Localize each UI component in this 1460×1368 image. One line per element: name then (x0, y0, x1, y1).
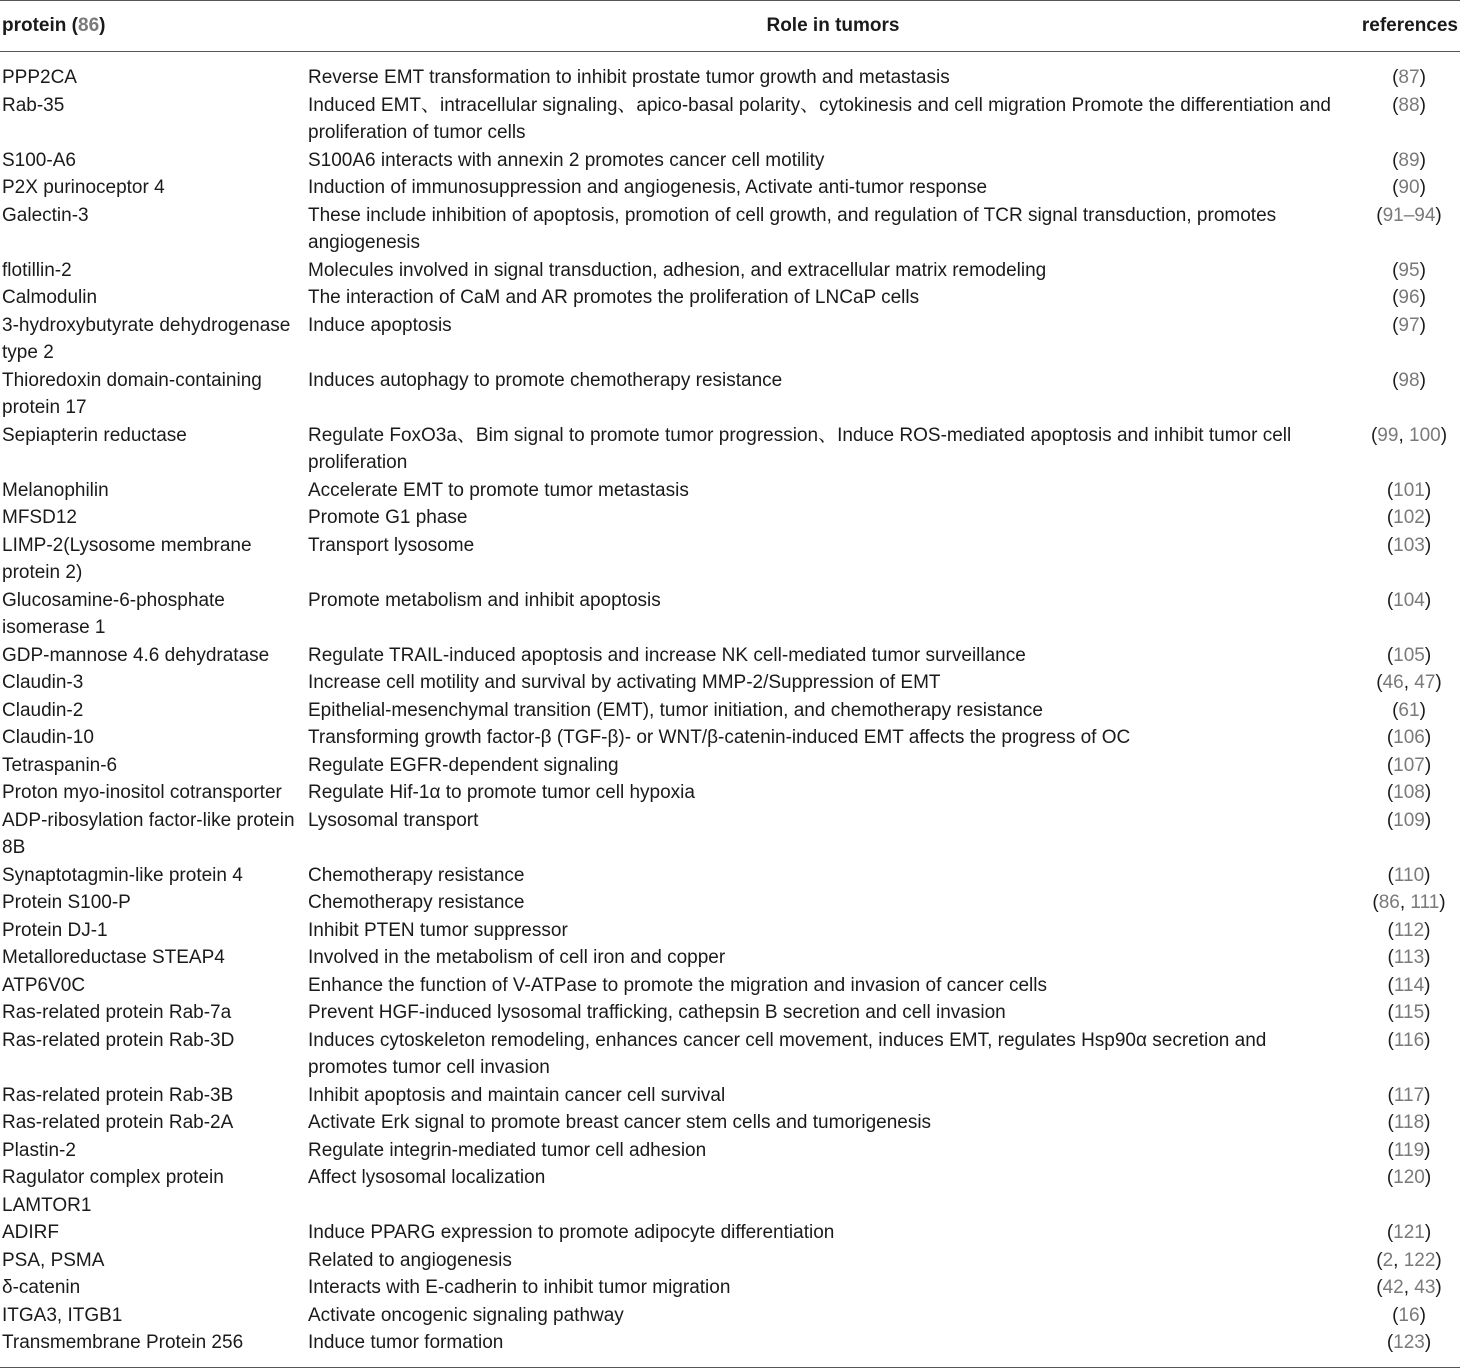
table-row (0, 202, 1460, 257)
role-cell: These include inhibition of apoptosis, promotion of cell growth, and regulation of TCR signal transduction, promotes angiogenesis (308, 204, 1277, 253)
table-row (0, 807, 1460, 862)
protein-cell: 3-hydroxybutyrate dehydrogenase type 2 (2, 314, 291, 363)
table-row (0, 944, 1460, 972)
reference-cell (1358, 1302, 1460, 1330)
table-row (0, 174, 1460, 202)
role-cell: Inhibit apoptosis and maintain cancer cell survival (308, 1084, 726, 1106)
table-row (0, 587, 1460, 642)
table-row (0, 477, 1460, 505)
table-row (0, 999, 1460, 1027)
role-cell: Induce tumor formation (308, 1329, 1358, 1367)
header-protein-close: ) (99, 15, 106, 36)
role-cell: Promote G1 phase (308, 507, 468, 528)
reference-link[interactable]: (108) (1386, 782, 1432, 803)
role-cell: Induced EMT、intracellular signaling、apico-basal polarity、cytokinesis and cell migration Promote the differentiation and proliferation of tumor cells (308, 94, 1332, 143)
protein-cell: Ras-related protein Rab-3B (2, 1084, 234, 1106)
reference-cell (1358, 147, 1460, 175)
reference-link[interactable]: (88) (1392, 94, 1426, 116)
reference-cell (1358, 174, 1460, 202)
protein-cell: Glucosamine-6-phosphate isomerase 1 (2, 589, 225, 638)
table-row (0, 889, 1460, 917)
reference-link[interactable]: (120) (1386, 1167, 1432, 1188)
protein-cell: Galectin-3 (2, 204, 89, 226)
reference-link[interactable]: (95) (1392, 259, 1426, 281)
table-row (0, 779, 1460, 807)
reference-link[interactable]: (103) (1386, 534, 1432, 556)
protein-cell: Ragulator complex protein LAMTOR1 (2, 1167, 224, 1216)
reference-cell (1358, 642, 1460, 670)
protein-cell: Metalloreductase STEAP4 (2, 947, 225, 968)
header-role: Role in tumors (308, 1, 1358, 52)
reference-cell (1358, 202, 1460, 257)
protein-cell: ADIRF (2, 1222, 59, 1243)
role-cell: S100A6 interacts with annexin 2 promotes cancer cell motility (308, 149, 825, 171)
protein-cell: ITGA3, ITGB1 (2, 1304, 123, 1326)
role-cell: Transport lysosome (308, 534, 475, 556)
protein-cell: Rab-35 (2, 94, 65, 116)
reference-link[interactable]: (107) (1386, 754, 1432, 776)
protein-cell: Plastin-2 (2, 1139, 76, 1161)
reference-cell (1358, 697, 1460, 725)
reference-cell (1358, 1247, 1460, 1275)
protein-cell: Claudin-3 (2, 672, 84, 693)
table-row (0, 642, 1460, 670)
table-row (0, 1164, 1460, 1219)
header-protein-label: protein ( (2, 15, 78, 36)
role-cell: Increase cell motility and survival by activating MMP-2/Suppression of EMT (308, 672, 941, 693)
role-cell: Lysosomal transport (308, 809, 479, 831)
header-row (0, 1, 1460, 52)
protein-cell: LIMP-2(Lysosome membrane protein 2) (2, 534, 252, 583)
role-cell: Related to angiogenesis (308, 1249, 512, 1271)
reference-cell (1358, 312, 1460, 367)
header-protein-ref-link[interactable]: 86 (78, 15, 100, 36)
role-cell: Regulate Hif-1α to promote tumor cell hypoxia (308, 782, 695, 803)
table-row (0, 697, 1460, 725)
protein-cell: Sepiapterin reductase (2, 424, 187, 446)
reference-link[interactable]: (115) (1387, 1002, 1431, 1023)
table-row (0, 1247, 1460, 1275)
role-cell: Regulate TRAIL-induced apoptosis and increase NK cell-mediated tumor surveillance (308, 644, 1026, 666)
protein-cell: Tetraspanin-6 (2, 754, 118, 776)
protein-cell: Claudin-10 (2, 727, 94, 748)
reference-link[interactable]: (86, 111) (1372, 892, 1446, 913)
protein-cell: Transmembrane Protein 256 (0, 1329, 308, 1367)
reference-cell (1358, 1274, 1460, 1302)
reference-link[interactable]: (106) (1386, 727, 1432, 748)
table-row (0, 669, 1460, 697)
protein-cell: PPP2CA (2, 67, 77, 88)
protein-cell: Thioredoxin domain-containing protein 17 (2, 369, 262, 418)
table-row (0, 724, 1460, 752)
table-row (0, 52, 1460, 92)
reference-cell (1358, 477, 1460, 505)
protein-cell: P2X purinoceptor 4 (2, 177, 165, 198)
reference-link[interactable]: (97) (1392, 314, 1426, 336)
role-cell: Regulate EGFR-dependent signaling (308, 754, 619, 776)
table-row (0, 1027, 1460, 1082)
table-header (0, 1, 1460, 52)
reference-cell (1358, 257, 1460, 285)
table-row (0, 284, 1460, 312)
reference-cell (1358, 889, 1460, 917)
reference-link[interactable]: (61) (1392, 699, 1426, 721)
reference-link[interactable]: (42, 43) (1376, 1277, 1442, 1298)
protein-cell: Ras-related protein Rab-2A (2, 1112, 234, 1133)
role-cell: Inhibit PTEN tumor suppressor (308, 919, 568, 941)
protein-cell: Protein S100-P (2, 892, 131, 913)
reference-link[interactable]: (118) (1387, 1112, 1431, 1133)
reference-cell (1358, 587, 1460, 642)
role-cell: Induces cytoskeleton remodeling, enhances cancer cell movement, induces EMT, regulates Hsp90α secretion and promotes tumor cell invasion (308, 1029, 1267, 1078)
protein-cell: Calmodulin (2, 287, 98, 308)
role-cell: Transforming growth factor-β (TGF-β)- or WNT/β-catenin-induced EMT affects the progress of OC (308, 727, 1131, 748)
role-cell: Induce apoptosis (308, 314, 452, 336)
table-row (0, 1302, 1460, 1330)
protein-cell: δ-catenin (2, 1277, 81, 1298)
table-row (0, 1274, 1460, 1302)
reference-cell (1358, 807, 1460, 862)
table-row (0, 367, 1460, 422)
reference-cell (1358, 1082, 1460, 1110)
role-cell: Promote metabolism and inhibit apoptosis (308, 589, 661, 611)
table-row (0, 917, 1460, 945)
table-row (0, 1137, 1460, 1165)
protein-cell: GDP-mannose 4.6 dehydratase (2, 644, 270, 666)
reference-cell (1358, 1164, 1460, 1219)
reference-link[interactable]: (101) (1386, 479, 1432, 501)
reference-cell (1358, 999, 1460, 1027)
reference-link[interactable]: (16) (1392, 1304, 1426, 1326)
reference-link[interactable]: (109) (1386, 809, 1432, 831)
header-references: references (1358, 1, 1460, 52)
table-row (0, 532, 1460, 587)
role-cell: Epithelial-mesenchymal transition (EMT), tumor initiation, and chemotherapy resistance (308, 699, 1043, 721)
role-cell: Regulate FoxO3a、Bim signal to promote tumor progression、Induce ROS-mediated apoptosis and inhibit tumor cell proliferation (308, 424, 1292, 473)
table-row (0, 312, 1460, 367)
protein-cell: Synaptotagmin-like protein 4 (2, 864, 243, 886)
role-cell: Involved in the metabolism of cell iron and copper (308, 947, 726, 968)
role-cell: Regulate integrin-mediated tumor cell adhesion (308, 1139, 707, 1161)
protein-cell: ADP-ribosylation factor-like protein 8B (2, 809, 295, 858)
reference-cell (1358, 284, 1460, 312)
protein-cell: Ras-related protein Rab-7a (2, 1002, 232, 1023)
reference-link[interactable]: (123) (1386, 1332, 1432, 1353)
reference-cell (1358, 917, 1460, 945)
reference-cell (1358, 1329, 1460, 1367)
role-cell: Molecules involved in signal transduction, adhesion, and extracellular matrix remodeling (308, 259, 1047, 281)
table-row (0, 752, 1460, 780)
reference-link[interactable]: (114) (1387, 974, 1431, 996)
role-cell: Induce PPARG expression to promote adipocyte differentiation (308, 1222, 835, 1243)
table-row (0, 147, 1460, 175)
reference-link[interactable]: (110) (1387, 864, 1431, 886)
role-cell: Induction of immunosuppression and angiogenesis, Activate anti-tumor response (308, 177, 988, 198)
protein-cell: Proton myo-inositol cotransporter (2, 782, 282, 803)
table-row (0, 92, 1460, 147)
table-row (0, 1082, 1460, 1110)
reference-cell (1358, 367, 1460, 422)
role-cell: Affect lysosomal localization (308, 1167, 546, 1188)
reference-cell (1358, 752, 1460, 780)
protein-cell: Protein DJ-1 (2, 919, 108, 941)
protein-cell: PSA, PSMA (2, 1249, 105, 1271)
role-cell: Enhance the function of V-ATPase to promote the migration and invasion of cancer cells (308, 974, 1047, 996)
table-row (0, 504, 1460, 532)
reference-link[interactable]: (112) (1387, 919, 1431, 941)
reference-link[interactable]: (89) (1392, 149, 1426, 171)
protein-cell: Claudin-2 (2, 699, 84, 721)
table-row (0, 257, 1460, 285)
reference-cell (1358, 779, 1460, 807)
table-row (0, 972, 1460, 1000)
reference-link[interactable]: (117) (1387, 1084, 1431, 1106)
reference-cell (1358, 972, 1460, 1000)
reference-cell (1358, 669, 1460, 697)
table-row (0, 1219, 1460, 1247)
role-cell: Interacts with E-cadherin to inhibit tumor migration (308, 1277, 731, 1298)
reference-link[interactable]: (46, 47) (1376, 672, 1442, 693)
protein-cell: flotillin-2 (2, 259, 72, 281)
reference-link[interactable]: (113) (1387, 947, 1431, 968)
protein-cell: Melanophilin (2, 479, 109, 501)
reference-cell (1358, 52, 1460, 92)
reference-cell (1358, 504, 1460, 532)
reference-cell (1358, 862, 1460, 890)
reference-link[interactable]: (104) (1386, 589, 1432, 611)
reference-link[interactable]: (102) (1386, 507, 1432, 528)
reference-link[interactable]: (121) (1386, 1222, 1432, 1243)
reference-link[interactable]: (116) (1387, 1029, 1431, 1051)
table-row (0, 1329, 1460, 1367)
reference-link[interactable]: (91–94) (1376, 204, 1442, 226)
reference-cell (1358, 1109, 1460, 1137)
protein-cell: MFSD12 (2, 507, 77, 528)
reference-link[interactable]: (87) (1392, 67, 1426, 88)
reference-link[interactable]: (90) (1392, 177, 1426, 198)
role-cell: Accelerate EMT to promote tumor metastasis (308, 479, 689, 501)
protein-cell: S100-A6 (2, 149, 76, 171)
protein-cell: Ras-related protein Rab-3D (2, 1029, 235, 1051)
protein-cell: ATP6V0C (2, 974, 86, 996)
role-cell: Activate oncogenic signaling pathway (308, 1304, 624, 1326)
role-cell: Induces autophagy to promote chemotherapy resistance (308, 369, 783, 391)
role-cell: Reverse EMT transformation to inhibit prostate tumor growth and metastasis (308, 67, 950, 88)
reference-link[interactable]: (105) (1386, 644, 1432, 666)
table-row (0, 422, 1460, 477)
role-cell: Prevent HGF-induced lysosomal trafficking, cathepsin B secretion and cell invasion (308, 1002, 1006, 1023)
reference-link[interactable]: (2, 122) (1376, 1249, 1442, 1271)
reference-cell (1358, 92, 1460, 147)
role-cell: Activate Erk signal to promote breast cancer stem cells and tumorigenesis (308, 1112, 932, 1133)
reference-cell (1358, 1027, 1460, 1082)
reference-link[interactable]: (99, 100) (1370, 424, 1448, 446)
header-protein (0, 1, 308, 52)
reference-cell (1358, 944, 1460, 972)
reference-cell (1358, 724, 1460, 752)
reference-link[interactable]: (98) (1392, 369, 1426, 391)
reference-cell (1358, 422, 1460, 477)
table-body (0, 52, 1460, 1368)
role-cell: Chemotherapy resistance (308, 892, 525, 913)
reference-cell (1358, 1137, 1460, 1165)
role-cell: Chemotherapy resistance (308, 864, 525, 886)
table-row (0, 862, 1460, 890)
reference-cell (1358, 1219, 1460, 1247)
reference-cell (1358, 532, 1460, 587)
table-row (0, 1109, 1460, 1137)
role-cell: The interaction of CaM and AR promotes the proliferation of LNCaP cells (308, 287, 920, 308)
reference-link[interactable]: (96) (1392, 287, 1426, 308)
reference-link[interactable]: (119) (1387, 1139, 1431, 1161)
